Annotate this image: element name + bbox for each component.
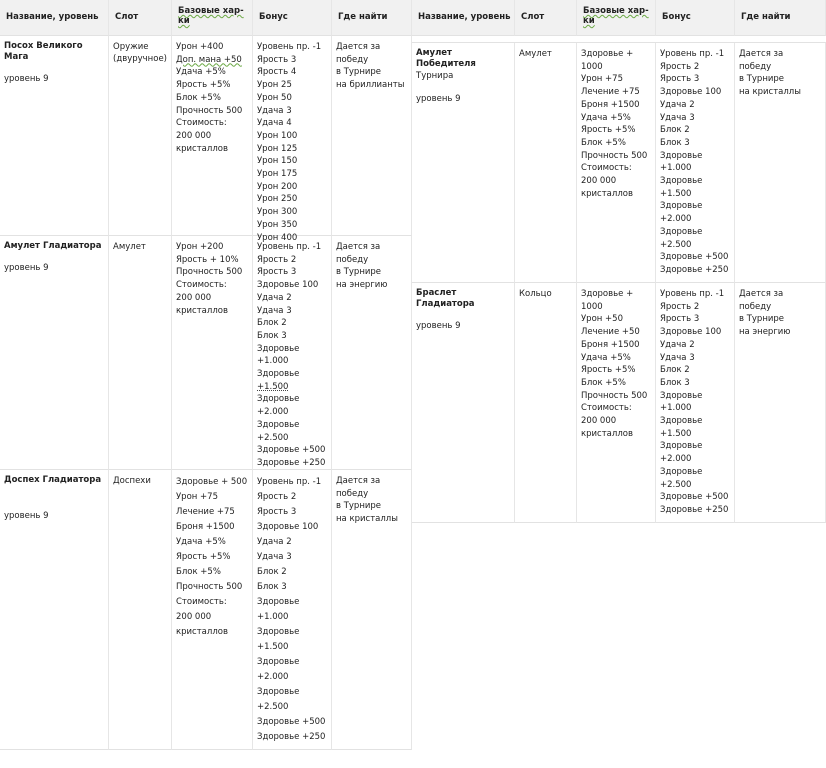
header-name: Название, уровень — [412, 0, 515, 36]
list-line: Стоимость: — [581, 403, 632, 414]
list-line: Прочность 500 — [581, 150, 648, 161]
list-line: в Турнире — [739, 74, 785, 85]
list-line: Здоровье +500 — [660, 492, 729, 503]
list-line: Здоровье +500 — [257, 445, 326, 456]
item-where — [735, 43, 826, 283]
list-line: Прочность 500 — [176, 267, 243, 278]
list-line: в Турнире — [336, 267, 382, 278]
list-line: Уровень пр. -1 — [257, 477, 322, 487]
item-name: Посох Великого Мага — [4, 41, 83, 62]
list-line: Здоровье — [660, 390, 703, 401]
list-line: Здоровье +250 — [257, 732, 326, 742]
list-line: Блок 3 — [660, 137, 690, 148]
list-line: Урон +400 — [176, 42, 224, 52]
list-line: Броня +1500 — [581, 339, 640, 350]
list-line: Блок 3 — [257, 330, 287, 341]
list-line: Здоровье 100 — [257, 280, 319, 291]
list-line: 200 000 — [176, 130, 212, 141]
list-line: Удача 2 — [660, 99, 695, 110]
list-line: Удача +5% — [581, 352, 631, 363]
list-line: Ярость 2 — [257, 492, 297, 502]
list-line: Блок 2 — [257, 318, 287, 329]
list-line: +2.000 — [257, 672, 289, 682]
list-line: Урон 25 — [257, 80, 292, 91]
list-line: Здоровье — [660, 226, 703, 237]
item-name-cell — [412, 283, 515, 523]
list-line: 200 000 — [176, 612, 212, 622]
list-line: Стоимость: — [176, 597, 227, 607]
header-base-stats — [172, 0, 253, 36]
header-where: Где найти — [332, 0, 412, 36]
list-line: Здоровье — [257, 343, 300, 354]
list-line: Здоровье +250 — [660, 504, 729, 515]
list-line: Здоровье + — [581, 289, 634, 299]
list-line: Ярость 3 — [660, 314, 700, 325]
spacer-row — [412, 36, 826, 43]
list-line: Ярость 3 — [257, 54, 297, 65]
item-name: Браслет Гладиатора — [416, 288, 475, 309]
list-line: Урон +200 — [176, 242, 224, 252]
list-line: Ярость +5% — [176, 80, 231, 91]
list-line: кристаллов — [581, 428, 633, 439]
list-line: Ярость 2 — [660, 61, 700, 72]
list-line: Здоровье 100 — [660, 327, 722, 338]
list-line: 1000 — [581, 301, 603, 312]
list-line: Здоровье + — [581, 49, 634, 59]
list-line: Блок 2 — [660, 365, 690, 376]
list-line: Уровень пр. -1 — [257, 242, 322, 252]
list-line: Лечение +50 — [581, 327, 640, 338]
list-line: 200 000 — [581, 176, 617, 187]
item-base-stats — [172, 36, 253, 236]
list-line: +1.500 — [660, 188, 692, 199]
list-line: Урон 175 — [257, 169, 298, 180]
list-line: Блок +5% — [176, 92, 221, 103]
list-line: Ярость 4 — [257, 67, 297, 78]
list-line: Удача 2 — [257, 292, 292, 303]
items-table-left — [0, 0, 412, 750]
list-line: на кристаллы — [739, 87, 801, 98]
list-line: Здоровье — [257, 657, 300, 667]
list-line: победу — [336, 254, 369, 265]
item-slot-text: Амулет — [519, 49, 552, 59]
list-line: +1.000 — [257, 356, 289, 367]
list-line: Дается за — [336, 242, 381, 252]
list-line: Уровень пр. -1 — [660, 49, 725, 59]
item-bonus — [253, 36, 332, 243]
item-bonus — [656, 43, 735, 283]
list-line: 1000 — [581, 61, 603, 72]
header-base-stats-text: Базовые хар-ки — [178, 6, 244, 26]
list-line: +1.500 — [660, 428, 692, 439]
list-line: победу — [336, 488, 369, 499]
item-base-stats — [577, 43, 656, 283]
list-line: Здоровье +250 — [660, 264, 729, 275]
item-name-cell — [0, 236, 109, 470]
item-name: Амулет Победителя — [416, 48, 476, 69]
list-line: Здоровье — [660, 176, 703, 187]
list-line: Удача +5% — [176, 537, 226, 547]
list-line: Лечение +75 — [581, 87, 640, 98]
header-base-stats-text: Базовые хар-ки — [583, 6, 649, 26]
item-bonus — [253, 470, 332, 750]
list-line: победу — [739, 301, 772, 312]
list-line: Здоровье — [660, 441, 703, 452]
item-slot-text: Оружие (двуручное) — [113, 42, 167, 64]
item-level: уровень 9 — [4, 511, 49, 521]
list-line: Урон 200 — [257, 181, 298, 192]
list-line: Броня +1500 — [176, 522, 235, 532]
item-name: Доспех Гладиатора — [4, 475, 102, 485]
list-line: +2.500 — [660, 239, 692, 250]
list-line: Ярость 3 — [660, 74, 700, 85]
list-line: Ярость 3 — [257, 507, 297, 517]
list-line: +1.500 — [257, 642, 289, 652]
list-line: Доп. мана +50 — [176, 54, 242, 65]
item-where — [332, 36, 412, 236]
list-line: Прочность 500 — [581, 390, 648, 401]
header-name: Название, уровень — [0, 0, 109, 36]
list-line: +1.000 — [660, 163, 692, 174]
list-line: Ярость 3 — [257, 267, 297, 278]
item-base-stats — [577, 283, 656, 523]
list-line: Ярость +5% — [581, 125, 636, 136]
list-line: кристаллов — [176, 627, 228, 637]
list-line: Блок 3 — [660, 377, 690, 388]
list-line: Стоимость: — [176, 280, 227, 291]
list-line: Урон 100 — [257, 130, 298, 141]
list-line: на энергию — [336, 280, 388, 291]
list-line: 200 000 — [176, 292, 212, 303]
item-slot — [109, 470, 172, 750]
list-line: +1.500 — [257, 381, 289, 392]
list-line: победу — [739, 61, 772, 72]
item-level: уровень 9 — [416, 321, 461, 331]
list-line: Ярость +5% — [176, 552, 231, 562]
item-slot — [515, 43, 577, 283]
items-table-right — [412, 0, 826, 523]
item-level: уровень 9 — [4, 74, 49, 84]
list-line: Блок 2 — [257, 567, 287, 577]
list-line: Дается за — [336, 42, 381, 52]
item-base-stats — [172, 236, 253, 470]
list-line: Здоровье — [660, 150, 703, 161]
list-line: Здоровье +500 — [660, 252, 729, 263]
list-line: Здоровье +500 — [257, 717, 326, 727]
list-line: +2.500 — [257, 702, 289, 712]
list-line: Здоровье — [257, 597, 300, 607]
list-line: +1.000 — [257, 612, 289, 622]
item-slot-text: Доспехи — [113, 476, 151, 486]
item-slot — [109, 236, 172, 470]
list-line: +2.000 — [660, 454, 692, 465]
list-line: Удача 2 — [660, 339, 695, 350]
list-line: 200 000 — [581, 416, 617, 427]
list-line: Дается за — [739, 289, 784, 299]
list-line: Удача 3 — [257, 552, 292, 562]
list-line: +2.500 — [257, 432, 289, 443]
item-slot-text: Кольцо — [519, 289, 552, 299]
list-line: +1.000 — [660, 403, 692, 414]
list-line: Здоровье — [660, 201, 703, 212]
list-line: в Турнире — [336, 67, 382, 78]
item-where — [332, 470, 412, 750]
item-base-stats — [172, 470, 253, 750]
list-line: Броня +1500 — [581, 99, 640, 110]
item-bonus — [656, 283, 735, 523]
list-line: Удача +5% — [581, 112, 631, 123]
list-line: кристаллов — [581, 188, 633, 199]
item-level: уровень 9 — [416, 93, 461, 104]
list-line: Урон 300 — [257, 207, 298, 218]
list-line: Здоровье — [257, 369, 300, 380]
header-bonus: Бонус — [656, 0, 735, 36]
list-line: кристаллов — [176, 143, 228, 154]
header-slot: Слот — [109, 0, 172, 36]
header-bonus: Бонус — [253, 0, 332, 36]
list-line: +2.000 — [660, 214, 692, 225]
list-line: Здоровье — [257, 627, 300, 637]
item-subtitle: Турнира — [416, 71, 454, 81]
list-line: Здоровье — [257, 419, 300, 430]
list-line: Урон 350 — [257, 219, 298, 230]
list-line: Удача 3 — [257, 305, 292, 316]
item-name-cell — [0, 470, 109, 750]
list-line: Урон 50 — [257, 92, 292, 103]
list-line: Дается за — [739, 49, 784, 59]
list-line: Урон +75 — [176, 492, 218, 502]
header-base-stats — [577, 0, 656, 36]
list-line: Лечение +75 — [176, 507, 235, 517]
list-line: Урон 150 — [257, 156, 298, 167]
list-line: в Турнире — [739, 314, 785, 325]
list-line: Уровень пр. -1 — [660, 289, 725, 299]
list-line: Здоровье — [257, 687, 300, 697]
list-line: Блок +5% — [581, 377, 626, 388]
list-line: Блок 2 — [660, 125, 690, 136]
list-line: Урон +50 — [581, 314, 623, 325]
list-line: Стоимость: — [581, 163, 632, 174]
list-line: Дается за — [336, 476, 381, 486]
list-line: Удача 4 — [257, 118, 292, 129]
list-line: Ярость +5% — [581, 365, 636, 376]
item-where — [735, 283, 826, 523]
item-name: Амулет Гладиатора — [4, 241, 102, 251]
list-line: Урон 400 — [257, 232, 298, 243]
list-line: Блок +5% — [176, 567, 221, 577]
list-line: Урон 125 — [257, 143, 298, 154]
list-line: Здоровье + 500 — [176, 477, 248, 487]
list-line: на кристаллы — [336, 514, 398, 525]
header-where: Где найти — [735, 0, 826, 36]
list-line: Удача +5% — [176, 67, 226, 78]
list-line: Удача 3 — [660, 112, 695, 123]
list-line: Урон 250 — [257, 194, 298, 205]
list-line: Здоровье 100 — [257, 522, 319, 532]
list-line: Здоровье — [257, 394, 300, 405]
list-line: +2.000 — [257, 407, 289, 418]
list-line: Ярость 2 — [660, 301, 700, 312]
list-line: Стоимость: — [176, 118, 227, 129]
list-line: Здоровье — [660, 416, 703, 427]
list-line: Блок +5% — [581, 137, 626, 148]
list-line: Удача 3 — [660, 352, 695, 363]
list-line: Здоровье +250 — [257, 457, 326, 468]
list-line: Ярость 2 — [257, 254, 297, 265]
list-line: Блок 3 — [257, 582, 287, 592]
list-line: кристаллов — [176, 305, 228, 316]
item-where — [332, 236, 412, 470]
list-line: победу — [336, 54, 369, 65]
item-level: уровень 9 — [4, 263, 49, 273]
list-line: Ярость + 10% — [176, 254, 239, 265]
list-line: на энергию — [739, 327, 791, 338]
list-line: Здоровье — [660, 466, 703, 477]
list-line: Прочность 500 — [176, 582, 243, 592]
item-name-cell — [0, 36, 109, 236]
list-line: Удача 2 — [257, 537, 292, 547]
item-slot — [109, 36, 172, 236]
item-bonus — [253, 236, 332, 470]
list-line: Прочность 500 — [176, 105, 243, 116]
header-slot: Слот — [515, 0, 577, 36]
item-name-cell — [412, 43, 515, 283]
list-line: Удача 3 — [257, 105, 292, 116]
list-line: Уровень пр. -1 — [257, 42, 322, 52]
list-line: Здоровье 100 — [660, 87, 722, 98]
list-line: +2.500 — [660, 479, 692, 490]
list-line: в Турнире — [336, 501, 382, 512]
item-slot-text: Амулет — [113, 242, 146, 252]
item-slot — [515, 283, 577, 523]
list-line: на бриллианты — [336, 80, 405, 91]
list-line: Урон +75 — [581, 74, 623, 85]
